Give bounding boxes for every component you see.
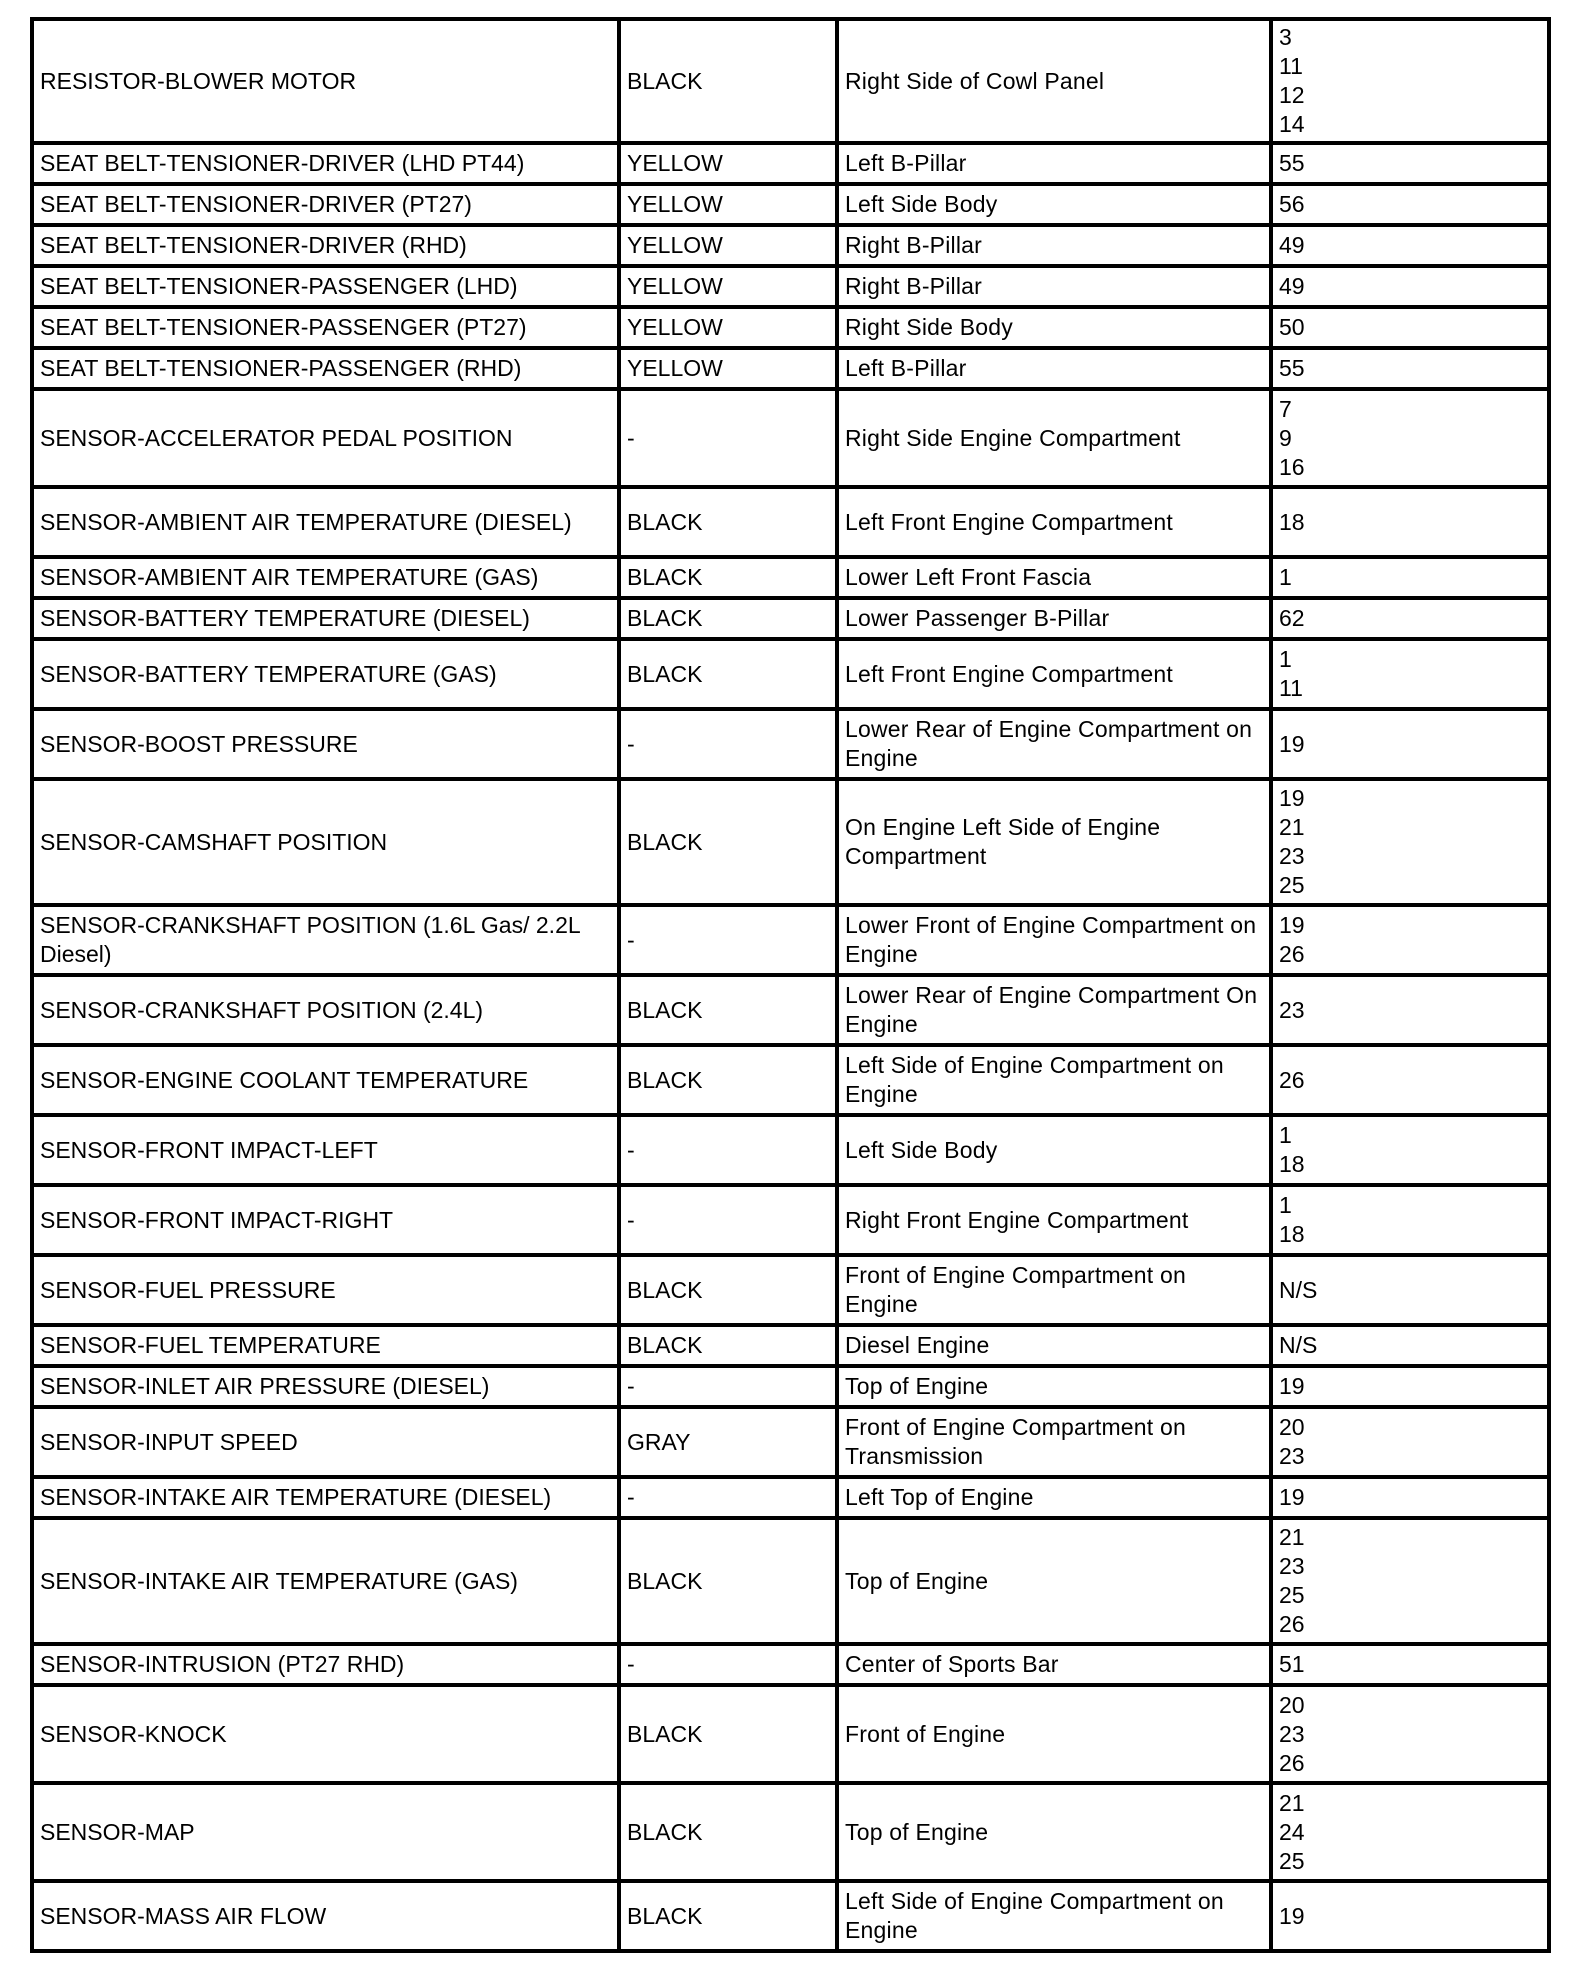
component-name-cell: SEAT BELT-TENSIONER-DRIVER (RHD) [32,225,619,266]
table-row [32,639,1549,709]
location-cell: Right Side Engine Compartment [837,389,1271,487]
figure-cell [1271,557,1549,598]
location-cell: Front of Engine Compartment on Transmission [837,1407,1271,1477]
figure-cell [1271,709,1549,779]
component-name-cell: SENSOR-INPUT SPEED [32,1407,619,1477]
component-name-cell: SENSOR-MASS AIR FLOW [32,1881,619,1951]
component-name-cell: SENSOR-INTRUSION (PT27 RHD) [32,1644,619,1685]
location-cell: Front of Engine [837,1685,1271,1783]
table-row [32,184,1549,225]
figure-number: 19 [1279,1484,1305,1510]
figure-number: 7 [1279,395,1292,422]
figure-number: 14 [1279,111,1305,137]
figure-number: 12 [1279,82,1305,108]
location-cell: Lower Passenger B-Pillar [837,598,1271,639]
table-row [32,225,1549,266]
figure-number: 55 [1279,355,1305,381]
figure-cell [1271,143,1549,184]
connector-color-cell: BLACK [619,975,837,1045]
table-row [32,266,1549,307]
figure-number: 21 [1279,1789,1305,1816]
location-cell: Top of Engine [837,1366,1271,1407]
figure-cell [1271,1185,1549,1255]
connector-color-cell: BLACK [619,1518,837,1644]
figure-cell [1271,1045,1549,1115]
table-row [32,307,1549,348]
table-row [32,389,1549,487]
location-cell: Lower Left Front Fascia [837,557,1271,598]
figure-number: 25 [1279,872,1305,898]
table-row [32,557,1549,598]
location-cell: Left B-Pillar [837,348,1271,389]
figure-number: 19 [1279,1373,1305,1399]
figure-number: 19 [1279,785,1305,811]
figure-number: 18 [1279,1221,1305,1247]
table-row [32,975,1549,1045]
component-name-cell: SENSOR-CAMSHAFT POSITION [32,779,619,905]
figure-cell [1271,598,1549,639]
figure-number: 50 [1279,314,1305,340]
component-name-cell: SENSOR-CRANKSHAFT POSITION (2.4L) [32,975,619,1045]
figure-cell [1271,389,1549,487]
table-row [32,143,1549,184]
table-row [32,598,1549,639]
location-cell: Left Side Body [837,1115,1271,1185]
location-cell: Lower Rear of Engine Compartment On Engine [837,975,1271,1045]
figure-cell [1271,487,1549,557]
figure-cell [1271,1407,1549,1477]
figure-number: 23 [1279,843,1305,869]
figure-number: 1 [1279,1192,1292,1218]
location-cell: Center of Sports Bar [837,1644,1271,1685]
figure-number: 11 [1279,675,1303,701]
location-cell: Right Side Body [837,307,1271,348]
table-row [32,1115,1549,1185]
figure-cell [1271,1518,1549,1644]
component-name-cell: SENSOR-INTAKE AIR TEMPERATURE (DIESEL) [32,1477,619,1518]
figure-cell [1271,184,1549,225]
table-row [32,19,1549,143]
figure-number: 49 [1279,273,1305,299]
connector-color-cell: - [619,709,837,779]
location-cell: Left Side Body [837,184,1271,225]
location-cell: On Engine Left Side of Engine Compartment [837,779,1271,905]
connector-color-cell: GRAY [619,1407,837,1477]
component-name-cell: RESISTOR-BLOWER MOTOR [32,19,619,143]
figure-number: 3 [1279,24,1292,50]
connector-color-cell: - [619,389,837,487]
connector-color-cell: - [619,1115,837,1185]
table-row [32,1325,1549,1366]
connector-color-cell: BLACK [619,19,837,143]
location-cell: Front of Engine Compartment on Engine [837,1255,1271,1325]
table-row [32,487,1549,557]
component-name-cell: SEAT BELT-TENSIONER-DRIVER (LHD PT44) [32,143,619,184]
component-name-cell: SENSOR-ACCELERATOR PEDAL POSITION [32,389,619,487]
figure-number: 23 [1279,1720,1305,1747]
figure-cell [1271,905,1549,975]
figure-number: 1 [1279,1122,1292,1148]
connector-color-cell: BLACK [619,779,837,905]
connector-color-cell: - [619,905,837,975]
location-cell: Left Side of Engine Compartment on Engine [837,1881,1271,1951]
figure-cell [1271,975,1549,1045]
table-row [32,1644,1549,1685]
table-row [32,1881,1549,1951]
component-name-cell: SENSOR-AMBIENT AIR TEMPERATURE (DIESEL) [32,487,619,557]
connector-color-cell: BLACK [619,1783,837,1881]
component-name-cell: SEAT BELT-TENSIONER-DRIVER (PT27) [32,184,619,225]
figure-number: 56 [1279,191,1305,217]
figure-cell [1271,1115,1549,1185]
figure-cell [1271,1685,1549,1783]
component-name-cell: SENSOR-KNOCK [32,1685,619,1783]
figure-cell [1271,1477,1549,1518]
figure-cell [1271,266,1549,307]
figure-number: 21 [1279,1524,1305,1550]
connector-color-cell: - [619,1644,837,1685]
figure-number: 19 [1279,730,1305,757]
component-name-cell: SENSOR-BOOST PRESSURE [32,709,619,779]
figure-number: 18 [1279,1151,1305,1177]
connector-color-cell: - [619,1185,837,1255]
figure-cell [1271,19,1549,143]
figure-number: 51 [1279,1651,1305,1677]
location-cell: Lower Rear of Engine Compartment on Engine [837,709,1271,779]
component-name-cell: SENSOR-INTAKE AIR TEMPERATURE (GAS) [32,1518,619,1644]
location-cell: Lower Front of Engine Compartment on Engine [837,905,1271,975]
location-cell: Left Side of Engine Compartment on Engine [837,1045,1271,1115]
connector-color-cell: YELLOW [619,266,837,307]
component-name-cell: SENSOR-FRONT IMPACT-RIGHT [32,1185,619,1255]
component-name-cell: SENSOR-INLET AIR PRESSURE (DIESEL) [32,1366,619,1407]
location-cell: Right B-Pillar [837,225,1271,266]
location-cell: Top of Engine [837,1783,1271,1881]
connector-color-cell: YELLOW [619,143,837,184]
location-cell: Right B-Pillar [837,266,1271,307]
component-name-cell: SEAT BELT-TENSIONER-PASSENGER (LHD) [32,266,619,307]
table-row [32,1366,1549,1407]
figure-cell [1271,348,1549,389]
figure-number: 21 [1279,814,1305,840]
table-row [32,709,1549,779]
connector-color-cell: - [619,1366,837,1407]
figure-number: 1 [1279,646,1292,672]
connector-color-cell: BLACK [619,1255,837,1325]
figure-number: 20 [1279,1691,1305,1718]
figure-number: 26 [1279,941,1305,967]
figure-cell [1271,307,1549,348]
figure-cell [1271,1881,1549,1951]
figure-number: 1 [1279,564,1292,590]
figure-cell [1271,1644,1549,1685]
location-cell: Left Front Engine Compartment [837,639,1271,709]
figure-number: 26 [1279,1749,1305,1776]
location-cell: Top of Engine [837,1518,1271,1644]
figure-cell [1271,1255,1549,1325]
connector-color-cell: BLACK [619,639,837,709]
connector-location-table [30,17,1551,1953]
component-name-cell: SENSOR-FUEL TEMPERATURE [32,1325,619,1366]
figure-number: 26 [1279,1066,1305,1093]
component-name-cell: SENSOR-MAP [32,1783,619,1881]
table-row [32,1477,1549,1518]
component-name-cell: SENSOR-BATTERY TEMPERATURE (GAS) [32,639,619,709]
figure-number: 49 [1279,232,1305,258]
table-row [32,1518,1549,1644]
component-name-cell: SENSOR-CRANKSHAFT POSITION (1.6L Gas/ 2.2L Diesel) [32,905,619,975]
location-cell: Right Front Engine Compartment [837,1185,1271,1255]
connector-color-cell: YELLOW [619,184,837,225]
component-name-cell: SENSOR-FRONT IMPACT-LEFT [32,1115,619,1185]
table-row [32,905,1549,975]
figure-number: 20 [1279,1414,1305,1440]
figure-cell [1271,1783,1549,1881]
figure-number: 23 [1279,996,1305,1023]
table-row [32,1407,1549,1477]
figure-cell [1271,779,1549,905]
figure-number: 9 [1279,424,1292,451]
component-name-cell: SENSOR-AMBIENT AIR TEMPERATURE (GAS) [32,557,619,598]
location-cell: Left B-Pillar [837,143,1271,184]
figure-cell [1271,1325,1549,1366]
figure-number: 24 [1279,1818,1305,1845]
table-row [32,1255,1549,1325]
connector-color-cell: YELLOW [619,225,837,266]
component-name-cell: SEAT BELT-TENSIONER-PASSENGER (PT27) [32,307,619,348]
figure-cell [1271,225,1549,266]
connector-color-cell: BLACK [619,1881,837,1951]
location-cell: Diesel Engine [837,1325,1271,1366]
connector-color-cell: BLACK [619,487,837,557]
connector-color-cell: BLACK [619,1325,837,1366]
location-cell: Left Front Engine Compartment [837,487,1271,557]
figure-number: 23 [1279,1553,1305,1579]
figure-cell [1271,639,1549,709]
table-row [32,1783,1549,1881]
component-name-cell: SENSOR-FUEL PRESSURE [32,1255,619,1325]
connector-color-cell: BLACK [619,1685,837,1783]
table-body [32,19,1549,1951]
figure-number: N/S [1279,1332,1318,1358]
table-row [32,779,1549,905]
figure-number: 25 [1279,1847,1305,1874]
figure-number: 25 [1279,1582,1305,1608]
figure-number: 55 [1279,150,1305,176]
figure-number: 23 [1279,1443,1305,1469]
location-cell: Left Top of Engine [837,1477,1271,1518]
table-row [32,1045,1549,1115]
connector-color-cell: BLACK [619,557,837,598]
figure-number: 11 [1279,53,1303,79]
connector-color-cell: BLACK [619,598,837,639]
component-name-cell: SENSOR-ENGINE COOLANT TEMPERATURE [32,1045,619,1115]
figure-number: 18 [1279,508,1305,535]
table-row [32,1685,1549,1783]
table-row [32,348,1549,389]
figure-number: N/S [1279,1276,1318,1303]
connector-color-cell: - [619,1477,837,1518]
figure-number: 16 [1279,453,1305,480]
connector-color-cell: BLACK [619,1045,837,1115]
component-name-cell: SENSOR-BATTERY TEMPERATURE (DIESEL) [32,598,619,639]
figure-number: 19 [1279,912,1305,938]
figure-number: 19 [1279,1902,1305,1929]
figure-number: 26 [1279,1611,1305,1637]
table-row [32,1185,1549,1255]
figure-number: 62 [1279,605,1305,631]
connector-color-cell: YELLOW [619,348,837,389]
connector-color-cell: YELLOW [619,307,837,348]
location-cell: Right Side of Cowl Panel [837,19,1271,143]
component-name-cell: SEAT BELT-TENSIONER-PASSENGER (RHD) [32,348,619,389]
figure-cell [1271,1366,1549,1407]
